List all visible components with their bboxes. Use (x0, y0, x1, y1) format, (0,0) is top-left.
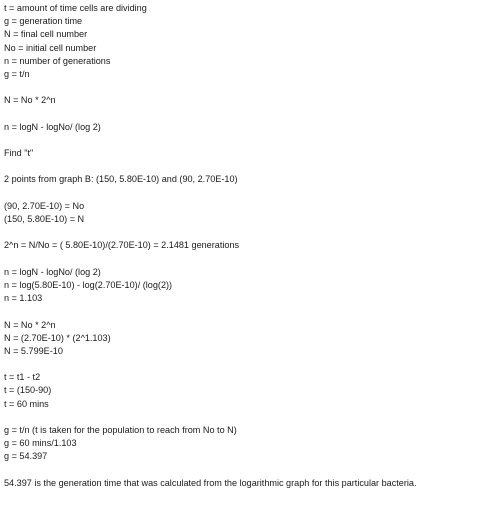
definition-g-formula: g = t/n (4, 68, 30, 79)
N-calc-result: N = 5.799E-10 (4, 345, 63, 356)
t-calculation-block (4, 371, 488, 411)
g-calc-result: g = 54.397 (4, 451, 48, 462)
spacer (4, 187, 488, 200)
N-calc-line: N = (2.70E-10) * (2^1.103) (4, 332, 111, 343)
definition-t: t = amount of time cells are dividing (4, 3, 147, 13)
spacer (4, 411, 488, 424)
definition-n: n = number of generations (4, 55, 111, 66)
g-calculation-block (4, 424, 488, 464)
point-No: (90, 2.70E-10) = No (4, 200, 85, 211)
spacer (4, 253, 488, 266)
definitions-block (4, 2, 488, 81)
spacer (4, 358, 488, 371)
g-calc-line: g = 60 mins/1.103 (4, 438, 77, 449)
definition-N: N = final cell number (4, 29, 88, 40)
definition-No: No = initial cell number (4, 42, 97, 53)
spacer (4, 134, 488, 147)
spacer (4, 226, 488, 239)
spacer (4, 464, 488, 477)
graph-points-intro: 2 points from graph B: (150, 5.80E-10) and (90, 2.70E-10) (4, 174, 238, 185)
calculation-notes (4, 2, 488, 490)
task-statement: Find "t" (4, 148, 34, 159)
g-calc-line: g = t/n (t is taken for the population to reach from No to N) (4, 425, 237, 435)
spacer (4, 305, 488, 318)
n-calc-line: n = log(5.80E-10) - log(2.70E-10)/ (log(2)) (4, 279, 173, 290)
definition-g: g = generation time (4, 16, 83, 27)
spacer (4, 81, 488, 94)
N-calculation-block (4, 319, 488, 359)
t-calc-result: t = 60 mins (4, 398, 49, 409)
n-calc-line: n = logN - logNo/ (log 2) (4, 266, 101, 277)
formula-final-cell-number: N = No * 2^n (4, 95, 56, 106)
ratio-calculation: 2^n = N/No = ( 5.80E-10)/(2.70E-10) = 2.1481 generations (4, 240, 240, 251)
t-calc-line: t = (150-90) (4, 385, 52, 396)
conclusion: 54.397 is the generation time that was calculated from the logarithmic graph for this particular bacteria. (4, 477, 417, 488)
t-calc-line: t = t1 - t2 (4, 372, 41, 383)
points-assignment-block (4, 200, 488, 226)
point-N: (150, 5.80E-10) = N (4, 214, 85, 224)
spacer (4, 160, 488, 173)
N-calc-line: N = No * 2^n (4, 319, 56, 330)
n-calculation-block (4, 266, 488, 306)
spacer (4, 108, 488, 121)
n-calc-result: n = 1.103 (4, 293, 43, 304)
formula-generations: n = logN - logNo/ (log 2) (4, 121, 101, 132)
